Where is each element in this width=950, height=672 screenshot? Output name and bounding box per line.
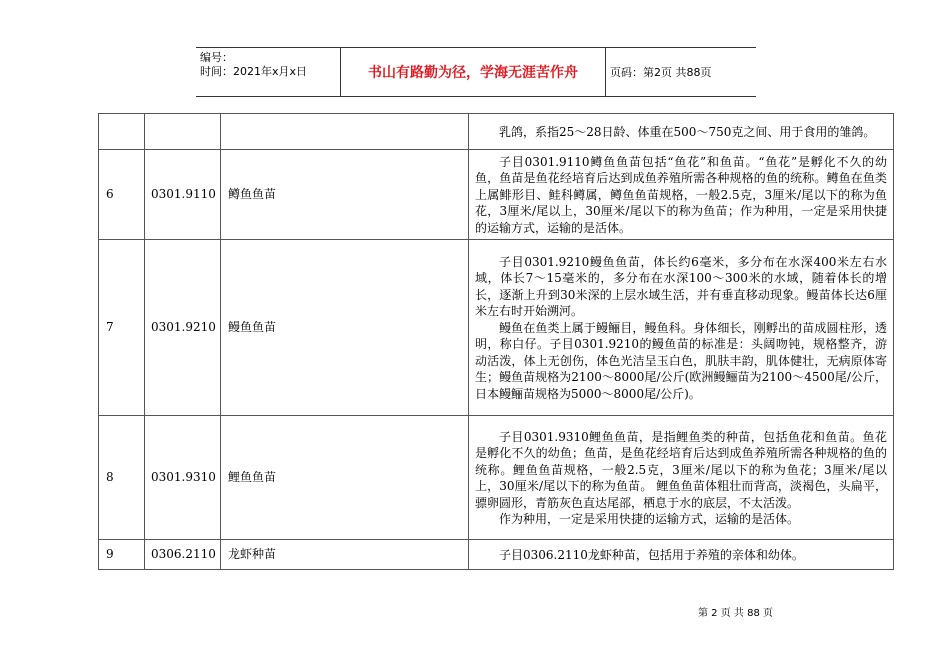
row-number: 8 — [99, 416, 145, 540]
row-code: 0301.9310 — [145, 416, 221, 540]
tariff-table — [98, 113, 894, 570]
table-row — [99, 150, 894, 240]
description-paragraph: 作为种用，一定是采用快捷的运输方式，运输的是活体。 — [499, 512, 800, 526]
table-row — [99, 114, 894, 150]
description-paragraph: 子目0306.2110龙虾种苗，包括用于养殖的亲体和幼体。 — [499, 547, 804, 562]
description-paragraph: 子目0301.9210鳗鱼鱼苗，体长约6毫米，多分布在水深400米左右水域，体长7～15毫米的，多分布在水深100～300米的水域，随着体长的增长，逐渐上升到30米深的上层水域生活，并有垂直移动现象。鳗苗体长达6厘米左右时开始溯河。 — [475, 254, 887, 319]
table-row — [99, 240, 894, 416]
row-description — [469, 240, 894, 416]
row-name: 龙虾种苗 — [221, 540, 469, 570]
description-paragraph: 鳗鱼在鱼类上属于鳗鲡目，鳗鱼科。身体细长，刚孵出的苗成圆柱形，透明，称白仔。子目0301.9210的鳗鱼苗的标准是：头阔吻钝，规格整齐，游动活泼，体上无创伤，体色光洁呈玉白色，肌肤丰韵，肌体健壮，无病原体寄生；鳗鱼苗规格为2100～8000尾/公斤(欧洲鳗鲡苗为2100～4500尾/公斤，日本鳗鲡苗规格为5000～8000尾/公斤)。 — [475, 320, 887, 401]
header-bottom-rule — [196, 96, 756, 97]
row-number — [99, 114, 145, 150]
header-number-label: 编号： — [200, 51, 233, 64]
page-header — [196, 47, 756, 97]
row-number: 6 — [99, 150, 145, 240]
page-footer: 第 2 页 共 88 页 — [698, 608, 773, 619]
row-code: 0301.9110 — [145, 150, 221, 240]
row-name: 鳗鱼鱼苗 — [221, 240, 469, 416]
table-row — [99, 416, 894, 540]
header-page-label: 页码：第2页 共88页 — [610, 65, 712, 79]
row-code: 0306.2110 — [145, 540, 221, 570]
description-paragraph: 乳鸽，系指25～28日龄、体重在500～750克之间、用于食用的雏鸽。 — [499, 124, 876, 139]
row-description — [469, 416, 894, 540]
row-number: 7 — [99, 240, 145, 416]
description-paragraph: 子目0301.9110鳟鱼鱼苗包括“鱼花”和鱼苗。“鱼花”是孵化不久的幼鱼，鱼苗是鱼花经培育后达到成鱼养殖所需各种规格的鱼的统称。鳟鱼在鱼类上属鲱形目、鲑科鳟属，鳟鱼鱼苗规格，一般2.5克，3厘米/尾以下的称为鱼花，3厘米/尾以上，30厘米/尾以下的称为鱼苗；作为种用，一定是采用快捷的运输方式，运输的是活体。 — [475, 154, 887, 235]
row-number: 9 — [99, 540, 145, 570]
row-code — [145, 114, 221, 150]
row-description — [469, 540, 894, 570]
description-paragraph: 子目0301.9310鲤鱼鱼苗，是指鲤鱼类的种苗，包括鱼花和鱼苗。鱼花是孵化不久的幼鱼；鱼苗，是鱼花经培育后达到成鱼养殖所需各种规格的鱼的统称。鲤鱼鱼苗规格，一般2.5克，3厘米/尾以下的称为鱼花；3厘米/尾以上，30厘米/尾以下的称为鱼苗。 鲤鱼鱼苗体粗壮而背高，淡褐色，头扁平，骠卵圆形，青筋灰色直达尾部，栖息于水的底层，不太活泼。 — [475, 429, 887, 510]
header-motto: 书山有路勤为径，学海无涯苦作舟 — [340, 47, 606, 96]
header-meta — [200, 51, 336, 93]
header-time-label: 时间：2021年x月x日 — [200, 65, 308, 78]
row-name — [221, 114, 469, 150]
row-name: 鲤鱼鱼苗 — [221, 416, 469, 540]
row-description — [469, 114, 894, 150]
table-row — [99, 540, 894, 570]
row-description — [469, 150, 894, 240]
row-name: 鳟鱼鱼苗 — [221, 150, 469, 240]
row-code: 0301.9210 — [145, 240, 221, 416]
